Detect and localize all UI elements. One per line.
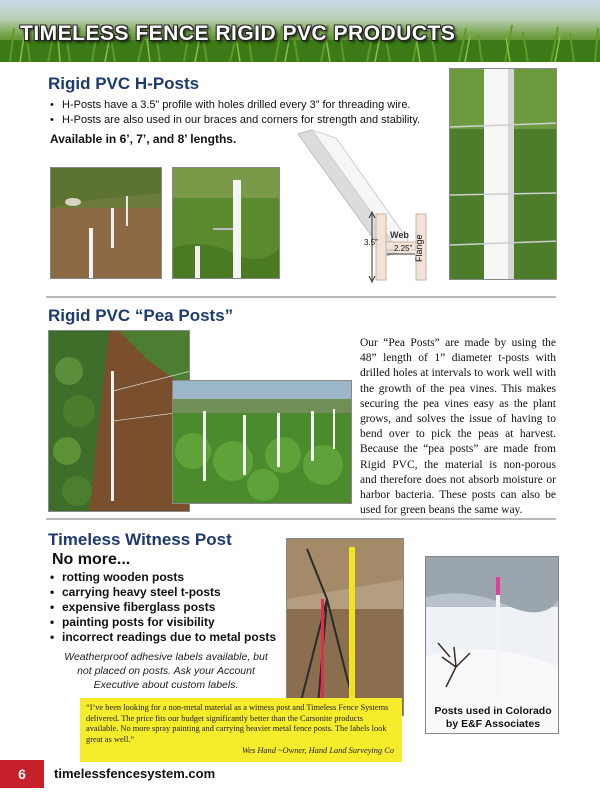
photo-pea-rows <box>48 330 190 512</box>
photo-hpost-wire <box>449 68 557 280</box>
photo-witness-posts <box>286 538 404 716</box>
photo-snow-posts <box>425 556 559 734</box>
photo-grass-post <box>172 167 280 279</box>
header-banner <box>0 0 600 62</box>
diagram-web-label: Web <box>390 230 409 240</box>
diagram-flange-label: Flange <box>414 234 424 262</box>
list-item: • incorrect readings due to metal posts <box>50 630 290 645</box>
photo-caption: Posts used in Colorado by E&F Associates <box>434 705 552 730</box>
list-item: • rotting wooden posts <box>50 570 290 585</box>
diagram-height-label: 3.5” <box>364 238 378 247</box>
photo-field-posts <box>50 167 162 279</box>
witness-note: Weatherproof adhesive labels available, but not placed on posts. Ask your Account Executive about custom labels. <box>64 651 268 691</box>
diagram-width-label: 2.25” <box>394 244 413 253</box>
list-item: • H-Posts are also used in our braces and corners for strength and stability. <box>50 113 450 128</box>
witness-title: Timeless Witness Post <box>48 530 232 549</box>
witness-subtitle: No more... <box>52 551 131 568</box>
hposts-title: Rigid PVC H-Posts <box>48 74 200 93</box>
section-divider <box>46 518 556 520</box>
footer-website[interactable]: timelessfencesystem.com <box>54 766 216 781</box>
list-item: • carrying heavy steel t-posts <box>50 585 290 600</box>
testimonial-box <box>80 698 402 762</box>
list-item: • expensive fiberglass posts <box>50 600 290 615</box>
list-item: • H-Posts have a 3.5” profile with holes drilled every 3” for threading wire. <box>50 98 450 113</box>
page-number: 6 <box>0 760 44 788</box>
testimonial-author: Wes Hand ~Owner, Hand Land Surveying Co <box>242 746 394 755</box>
peaposts-body <box>204 336 556 566</box>
hpost-diagram <box>290 124 440 284</box>
peaposts-text: Our “Pea Posts” are made by using the 48” length of 1” diameter t-posts with drilled holes at intervals to work well with the growth of the pea vines. This makes securing the pea vines easy as the plant grows, and solves the issue of having to bend over to pick the peas at harvest. Because the “pea posts” are made from Rigid PVC, the material is non-porous and therefore does not absorb moisture or harbor bacteria. These posts can also be used for green beans the same way. <box>360 337 556 517</box>
list-item: • painting posts for visibility <box>50 615 290 630</box>
testimonial-quote: “I’ve been looking for a non-metal material as a witness post and Timeless Fence Systems delivered. The price fits our budget significantly better than the Carsonite products available. No more spray painting and carrying heavier metal fence posts. The labels look great as well.” <box>86 703 389 744</box>
section-divider <box>46 296 556 298</box>
hposts-availability: Available in 6’, 7’, and 8’ lengths. <box>50 132 237 146</box>
peaposts-title: Rigid PVC “Pea Posts” <box>48 306 234 325</box>
page-title: TIMELESS FENCE RIGID PVC PRODUCTS <box>20 22 456 45</box>
witness-bullets <box>50 570 290 645</box>
